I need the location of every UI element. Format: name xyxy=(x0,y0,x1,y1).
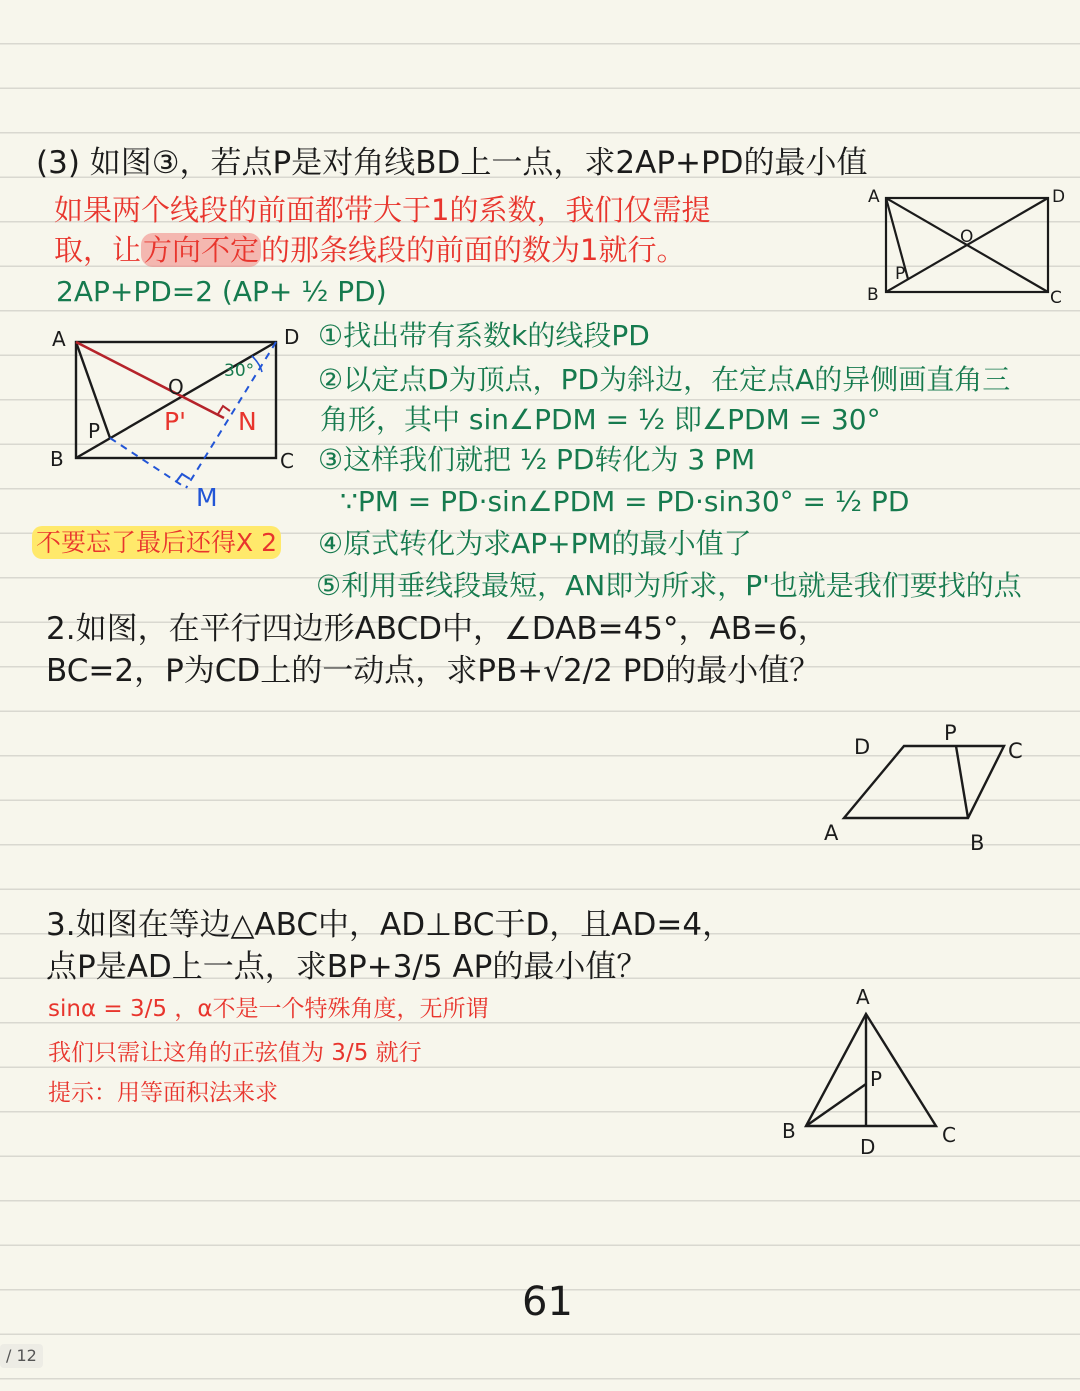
problem3-note3: 提示：用等面积法来求 xyxy=(48,1080,278,1106)
page-counter[interactable]: / 12 xyxy=(0,1344,43,1368)
reminder-text: 不要忘了最后还得X 2 xyxy=(32,526,281,559)
label-a: A xyxy=(52,327,66,351)
problem3-line2: 点P是AD上一点，求BP+3/5 AP的最小值？ xyxy=(46,949,648,985)
figure-rectangle-small xyxy=(862,182,1076,306)
label-p: P xyxy=(88,419,101,443)
figure-rectangle-annotated xyxy=(46,320,316,520)
note-text-a: 取，让 xyxy=(54,233,142,267)
label-o: O xyxy=(168,375,184,399)
note-text-b: 的那条线段的前面的数为1就行。 xyxy=(261,233,686,267)
label-b-small: B xyxy=(867,285,879,305)
highlight-direction-uncertain: 方向不定 xyxy=(143,233,260,267)
label-p-prime: P' xyxy=(164,407,186,436)
label-n: N xyxy=(238,407,257,436)
step-1: ①找出带有系数k的线段PD xyxy=(318,319,650,352)
label-d-tri: D xyxy=(860,1135,876,1159)
step-3b: ∵PM = PD·sin∠PDM = PD·sin30° = ½ PD xyxy=(340,485,910,518)
part3-note-line1: 如果两个线段的前面都带大于1的系数，我们仅需提 xyxy=(54,193,711,227)
label-a-tri: A xyxy=(856,985,870,1009)
label-b-para: B xyxy=(970,831,985,855)
label-p-tri: P xyxy=(870,1067,883,1091)
label-b: B xyxy=(50,447,64,471)
label-p-para: P xyxy=(944,721,957,745)
figure-parallelogram xyxy=(818,718,1038,858)
reminder-highlight xyxy=(32,530,281,555)
step-5: ⑤利用垂线段最短，AN即为所求，P'也就是我们要找的点 xyxy=(316,569,1022,602)
part3-note-line2 xyxy=(54,233,686,267)
step-4: ④原式转化为求AP+PM的最小值了 xyxy=(318,527,752,560)
step-2a: ②以定点D为顶点，PD为斜边，在定点A的异侧画直角三 xyxy=(318,363,1011,396)
step-2b: 角形，其中 sin∠PDM = ½ 即∠PDM = 30° xyxy=(320,403,881,436)
right-angle-n xyxy=(218,406,230,414)
label-o-small: O xyxy=(960,227,974,247)
problem3-note2: 我们只需让这角的正弦值为 3/5 就行 xyxy=(48,1040,422,1066)
step-3: ③这样我们就把 ½ PD转化为 3 PM xyxy=(318,443,756,476)
part3-formula: 2AP+PD=2 (AP+ ½ PD) xyxy=(56,275,387,308)
problem3-note1: sinα = 3/5 ，α不是一个特殊角度，无所谓 xyxy=(48,996,489,1022)
angle-30-label: 30° xyxy=(224,361,255,381)
label-d: D xyxy=(284,325,300,349)
label-c-small: C xyxy=(1050,288,1062,308)
label-c: C xyxy=(280,449,294,473)
line-pm-blue xyxy=(110,438,186,488)
label-b-tri: B xyxy=(782,1119,796,1143)
label-d-small: D xyxy=(1052,187,1066,207)
label-d-para: D xyxy=(854,735,871,759)
figure-triangle xyxy=(778,980,968,1160)
label-c-para: C xyxy=(1008,739,1023,763)
label-m: M xyxy=(196,483,218,512)
diagonal-bd xyxy=(76,342,276,458)
segment-pb xyxy=(956,746,968,818)
problem2-line2: BC=2，P为CD上的一动点，求PB+√2/2 PD的最小值？ xyxy=(46,653,821,689)
right-angle-m xyxy=(176,474,190,482)
problem2-line1: 2.如图，在平行四边形ABCD中，∠DAB=45°，AB=6， xyxy=(46,611,829,647)
part3-question: (3) 如图③，若点P是对角线BD上一点，求2AP+PD的最小值 xyxy=(36,145,868,181)
segment-bp xyxy=(806,1084,866,1126)
label-p-small: P xyxy=(895,264,906,284)
page-number: 61 xyxy=(522,1279,573,1325)
label-c-tri: C xyxy=(942,1123,956,1147)
problem3-line1: 3.如图在等边△ABC中，AD⊥BC于D，且AD=4， xyxy=(46,907,734,943)
label-a-para: A xyxy=(824,821,839,845)
label-a-small: A xyxy=(868,187,880,207)
